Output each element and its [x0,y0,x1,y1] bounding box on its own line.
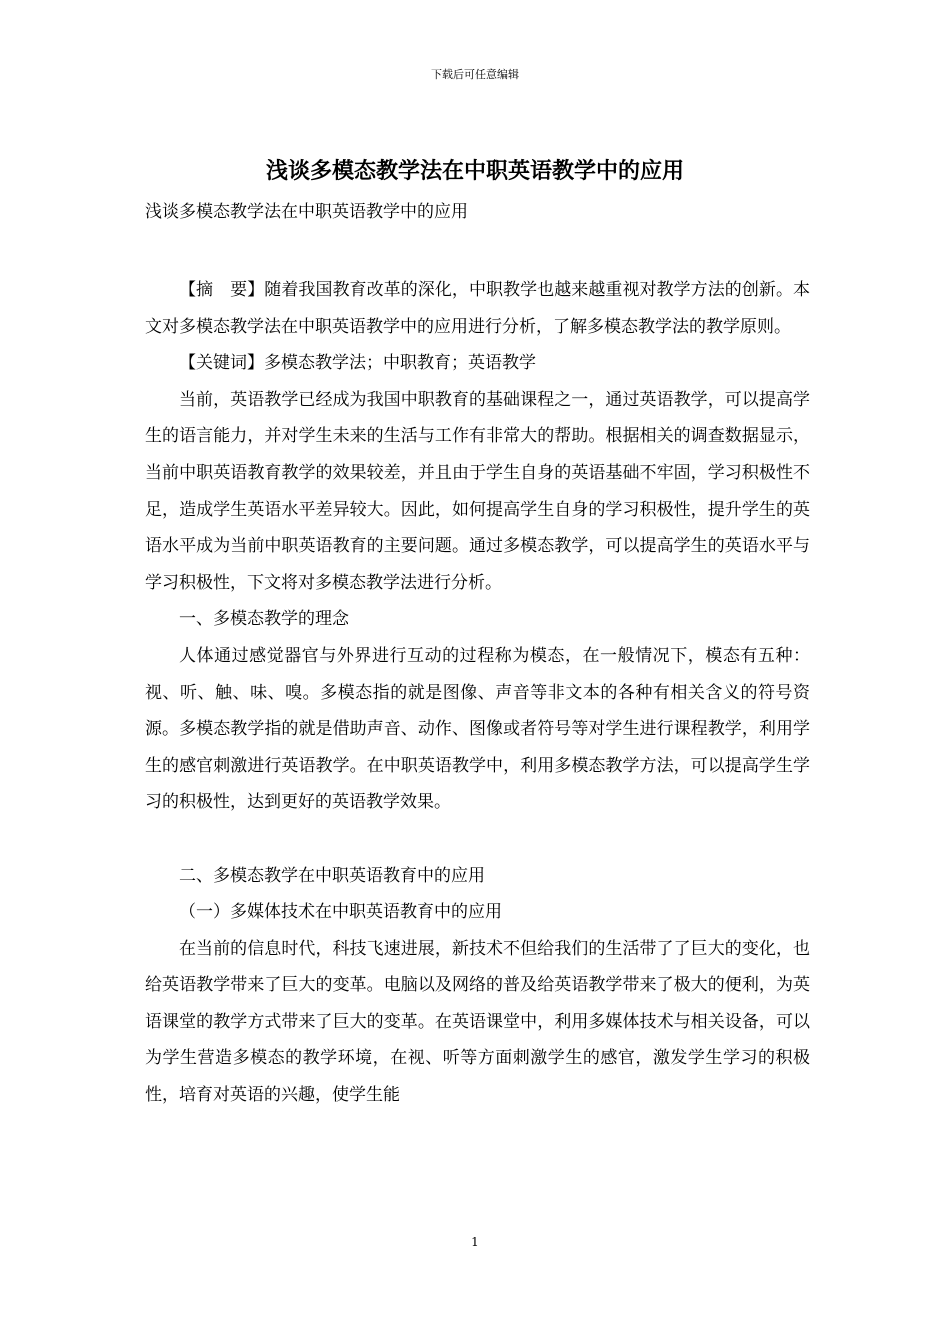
document-body [145,272,810,1114]
body-paragraph: 在当前的信息时代，科技飞速进展，新技术不但给我们的生活带了了巨大的变化，也给英语教学带来了巨大的变革。电脑以及网络的普及给英语教学带来了极大的便利，为英语课堂的教学方式带来了巨大的变革。在英语课堂中，利用多媒体技术与相关设备，可以为学生营造多模态的教学环境，在视、听等方面刺激学生的感官，激发学生学习的积极性，培育对英语的兴趣，使学生能 [145,938,810,1106]
section-heading-2: 二、多模态教学在中职英语教育中的应用 [179,865,485,886]
keywords-paragraph: 【关键词】多模态教学法；中职教育；英语教学 [179,353,536,374]
intro-paragraph: 当前，英语教学已经成为我国中职教育的基础课程之一，通过英语教学，可以提高学生的语言能力，并对学生未来的生活与工作有非常大的帮助。根据相关的调查数据显示，当前中职英语教育教学的效果较差，并且由于学生自身的英语基础不牢固，学习积极性不足，造成学生英语水平差异较大。因此，如何提高学生自身的学习积极性，提升学生的英语水平成为当前中职英语教育的主要问题。通过多模态教学，可以提高学生的英语水平与学习积极性，下文将对多模态教学法进行分析。 [145,389,810,593]
section-heading-1: 一、多模态教学的理念 [179,609,349,630]
document-title: 浅谈多模态教学法在中职英语教学中的应用 [265,158,684,184]
page-number: 1 [471,1235,479,1249]
subsection-heading-1: （一）多媒体技术在中职英语教育中的应用 [179,902,502,923]
header-note: 下载后可任意编辑 [431,68,519,81]
document-subtitle: 浅谈多模态教学法在中职英语教学中的应用 [145,202,468,222]
abstract-paragraph: 【摘 要】随着我国教育改革的深化，中职教学也越来越重视对教学方法的创新。本文对多模态教学法在中职英语教学中的应用进行分析，了解多模态教学法的教学原则。 [145,280,810,337]
body-paragraph: 人体通过感觉器官与外界进行互动的过程称为模态，在一般情况下，模态有五种：视、听、触、味、嗅。多模态指的就是图像、声音等非文本的各种有相关含义的符号资源。多模态教学指的就是借助声音、动作、图像或者符号等对学生进行课程教学，利用学生的感官刺激进行英语教学。在中职英语教学中，利用多模态教学方法，可以提高学生学习的积极性，达到更好的英语教学效果。 [145,645,810,813]
